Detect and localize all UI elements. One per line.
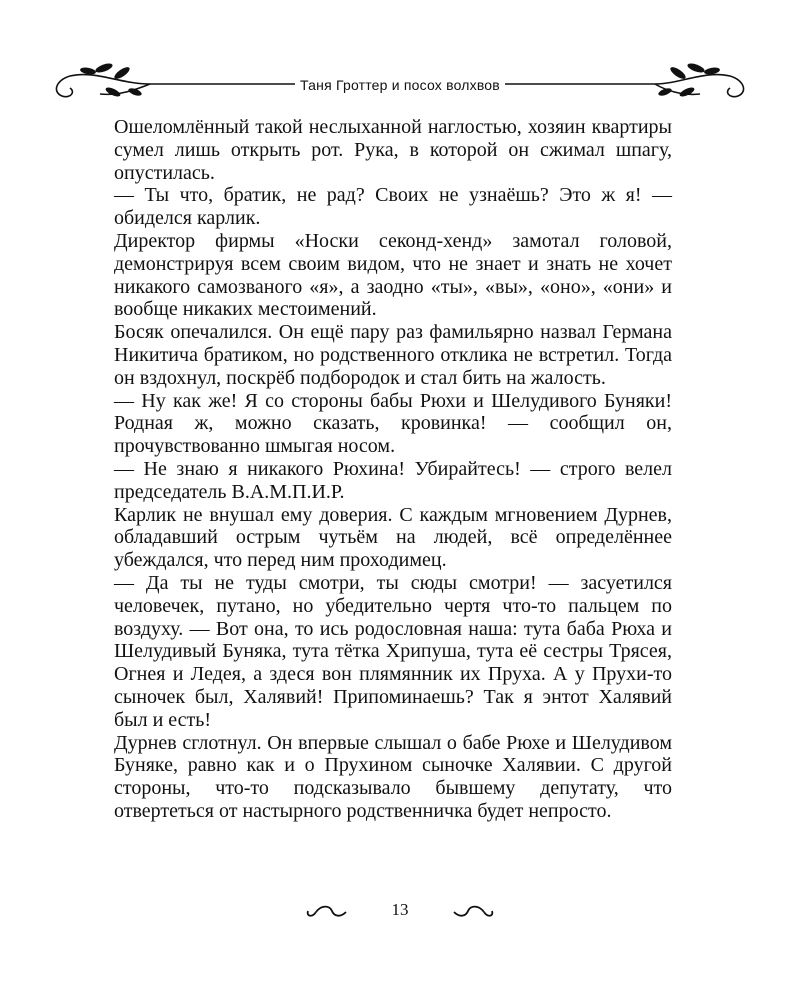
page-footer [0, 896, 800, 926]
paragraph: — Ну как же! Я со стороны бабы Рюхи и Шелудивого Буняки! Родная ж, можно сказать, кровинка! — сообщил он, прочувствованно шмыгая носом. [114, 389, 672, 458]
page-number: 13 [391, 900, 409, 919]
paragraph: Карлик не внушал ему доверия. С каждым мгновением Дурнев, обладавший острым чутьём на людей, всё определённее убеждался, что перед ним проходимец. [114, 503, 672, 572]
page-body [114, 116, 672, 823]
paragraph: — Ты что, братик, не рад? Своих не узнаёшь? Это ж я! — обиделся карлик. [114, 184, 672, 230]
paragraph: — Не знаю я никакого Рюхина! Убирайтесь! — строго велел председатель В.А.М.П.И.Р. [114, 457, 672, 503]
paragraph: Босяк опечалился. Он ещё пару раз фамильярно назвал Германа Никитича братиком, но родственного отклика не встретил. Тогда он вздохнул, поскрёб подбородок и стал бить на жалость. [114, 321, 672, 389]
paragraph: Директор фирмы «Носки секонд-хенд» замотал головой, демонстрируя всем своим видом, что не знает и знать не хочет никакого самозваного «я», а заодно «ты», «вы», «оно», «они» и вообще никаких местоимений. [114, 229, 672, 321]
right-swirl-icon [454, 907, 492, 916]
paragraph: Дурнев сглотнул. Он впервые слышал о бабе Рюхе и Шелудивом Буняке, равно как и о Прухином сыночке Халявии. С другой стороны, что-то подсказывало бывшему депутату, что отвертеться от настырного родственничка будет непросто. [114, 731, 672, 822]
paragraph: — Да ты не туды смотри, ты сюды смотри! — засуетился человечек, путано, но убедительно чертя что-то пальцем по воздуху. — Вот она, то ись родословная наша: тута баба Рюха и Шелудивый Буняка, тута тётка Хрипуша, тута её сестры Трясея, Огнея и Ледея, а здеся вон плямянник их Пруха. А у Прухи-то сыночек был, Халявий! Припоминаешь? Так я энтот Халявий был и есть! [114, 571, 672, 731]
left-swirl-icon [308, 907, 346, 916]
running-header [0, 56, 800, 106]
paragraph: Ошеломлённый такой неслыханной наглостью, хозяин квартиры сумел лишь открыть рот. Рука, в которой он сжимал шпагу, опустилась. [114, 116, 672, 184]
book-title: Таня Гроттер и посох волхвов [0, 77, 800, 93]
